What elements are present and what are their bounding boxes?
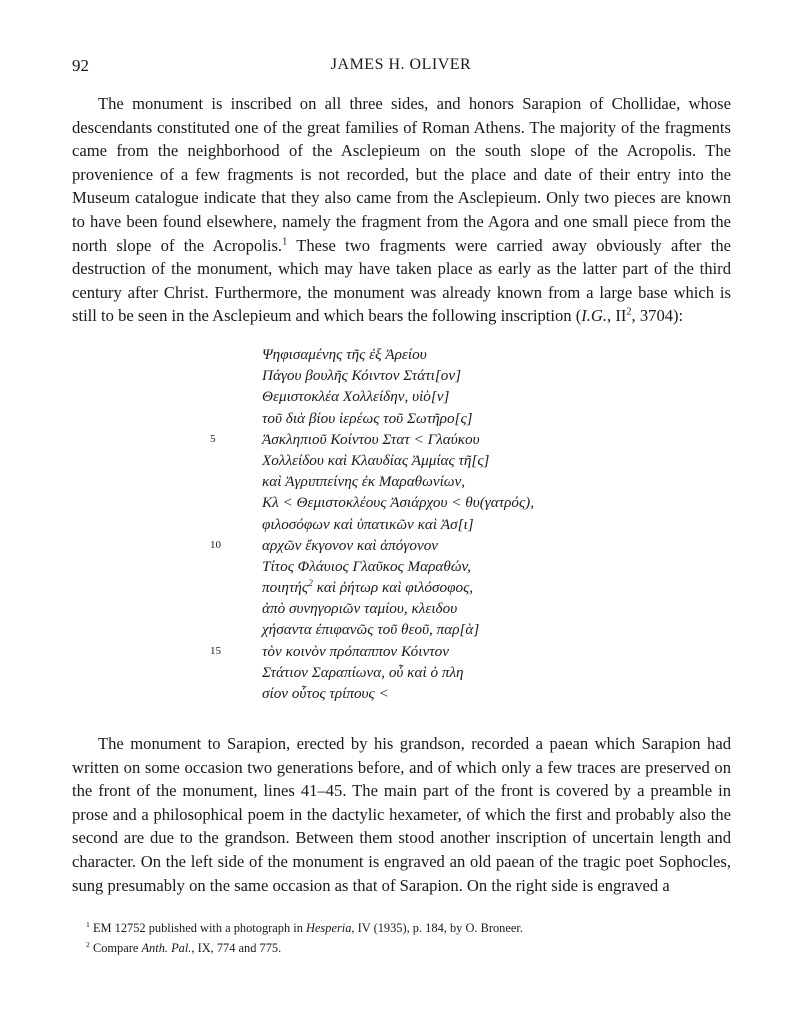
inscription-text: Ἀσκληπιοῦ Κοίντου Στατ < Γλαύκου [262, 430, 480, 448]
body-paragraph-1 [72, 92, 731, 328]
inscription-text: Θεμιστοκλέα Χολλείδην, υἱὸ[ν] [262, 388, 450, 406]
footnote-title: Hesperia [305, 921, 352, 935]
inscription-line [210, 365, 710, 386]
inscription-line [210, 514, 710, 535]
inscription-text: Ψηφισαμένης τῆς ἐξ Ἀρείου [262, 346, 427, 363]
inscription-line [210, 386, 710, 407]
footnote-ref-2: 2 [308, 579, 313, 589]
inscription-line [210, 344, 710, 365]
inscription-text: χήσαντα ἐπιφανῶς τοῦ θεοῦ, παρ[ὰ] [262, 621, 480, 639]
inscription-line [210, 556, 710, 577]
footnote-text: EM 12752 published with a photograph in [92, 921, 306, 935]
inscription-word: ποιητής [262, 579, 309, 597]
inscription-word: καὶ ῥήτωρ καὶ φιλόσοφος, [312, 579, 474, 597]
body-paragraph-2: The monument to Sarapion, erected by his grandson, recorded a paean which Sarapion had written on some occasion two generations before, and of which only a few traces are preserved on the front of the monument, lines 41–45. The main part of the front is covered by a preamble in prose and a philosophical poem in the dactylic hexameter, of which the first and probably also the second are due to the grandson. Between them stood another inscription of uncertain length and character. On the left side of the monument is engraved an old paean of the tragic poet Sophocles, sung presumably on the same occasion as that of Sarapion. On the right side is engraved a [72, 734, 731, 895]
inscription-line [210, 619, 710, 640]
line-number: 15 [210, 644, 221, 657]
inscription-text: Χολλείδου καὶ Κλαυδίας Ἀμμίας τῆ[ς] [262, 451, 490, 469]
inscription-text: τοῦ διὰ βίου ἱερέως τοῦ Σωτῆρο[ς] [262, 409, 473, 427]
greek-inscription [210, 344, 710, 704]
footnote-text-end: , IX, 774 and 775. [191, 940, 282, 955]
inscription-line [210, 662, 710, 683]
footnote-mark: 1 [86, 919, 90, 929]
inscription-line [210, 429, 710, 450]
para1-text: The monument is inscribed on all three sides, and honors Sarapion of Chollidae, whose descendants constituted one of the great families of Roman Athens. The majority of the fragments came from the neighborhood of the Asclepieum on the south slope of the Acropolis. The provenience of a few fragments is not recorded, but the place and date of their entry into the Museum catalogue indicate that they also came from the Asclepieum. Only two pieces are known to have been found elsewhere, namely the fragment from the Agora and one small piece from the north slope of the Acropolis. [72, 94, 731, 255]
inscription-line [210, 492, 710, 513]
footnote-text-end: , IV (1935), p. 184, by O. Broneer. [351, 921, 523, 935]
footnotes [86, 919, 726, 958]
para1-text-cont: These two fragments were carried away obviously after the destruction of the monument, which may have taken place as early as the latter part of the third century after Christ. Furthermore, the monument was already known from a large base which is still to be seen in the Asclepieum and which bears the following inscription ( [72, 235, 732, 326]
page-number: 92 [72, 56, 89, 75]
inscription-line [210, 408, 710, 429]
footnote-mark: 2 [86, 939, 90, 949]
inscription-text: φιλοσόφων καὶ ὑπατικῶν καὶ Ἀσ[ι] [262, 515, 474, 533]
footnote-1 [86, 919, 726, 939]
inscription-line [210, 450, 710, 471]
inscription-line [210, 535, 710, 556]
inscription-text: Τίτος Φλάυιος Γλαῦκος Μαραθώv, [262, 557, 471, 575]
inscription-line [210, 641, 710, 662]
footnote-title: Anth. Pal. [141, 940, 192, 955]
footnote-text: Compare [92, 940, 142, 955]
ig-number: , 3704): [631, 306, 684, 326]
ig-volume: , II [607, 306, 627, 326]
line-number: 5 [210, 432, 216, 445]
inscription-text: Πάγου βουλῆς Κόιντον Στάτι[ον] [262, 367, 462, 385]
inscription-text: Κλ < Θεμιστοκλέους Ἀσιάρχου < θυ(γατρός), [262, 494, 535, 512]
inscription-text [262, 577, 473, 598]
inscription-line [210, 577, 710, 598]
inscription-text: τὸν κοινὸν πρόπαππον Κόιντον [262, 642, 449, 660]
ig-reference: I.G. [581, 306, 608, 326]
line-number: 10 [210, 538, 221, 551]
inscription-text: αρχῶν ἔκγονον καὶ ἀπόγονον [262, 536, 439, 554]
inscription-line [210, 683, 710, 704]
footnote-2 [86, 939, 726, 959]
inscription-text: ἀπὸ συνηγοριῶν ταμίου, κλειδου [262, 600, 458, 618]
inscription-text: καὶ Ἀγριππείνης ἐκ Μαραθωνίων, [262, 473, 466, 491]
page-header [72, 56, 730, 80]
inscription-line [210, 598, 710, 619]
inscription-text: Στάτιον Σαραπίωνα, οὗ καὶ ὁ πλη [262, 663, 464, 681]
inscription-line [210, 471, 710, 492]
inscription-text: σίον οὗτος τρίπους < [262, 685, 389, 702]
running-head: JAMES H. OLIVER [330, 56, 472, 73]
ig-edition-sup: 2 [626, 306, 632, 318]
footnote-ref-1: 1 [282, 236, 288, 248]
